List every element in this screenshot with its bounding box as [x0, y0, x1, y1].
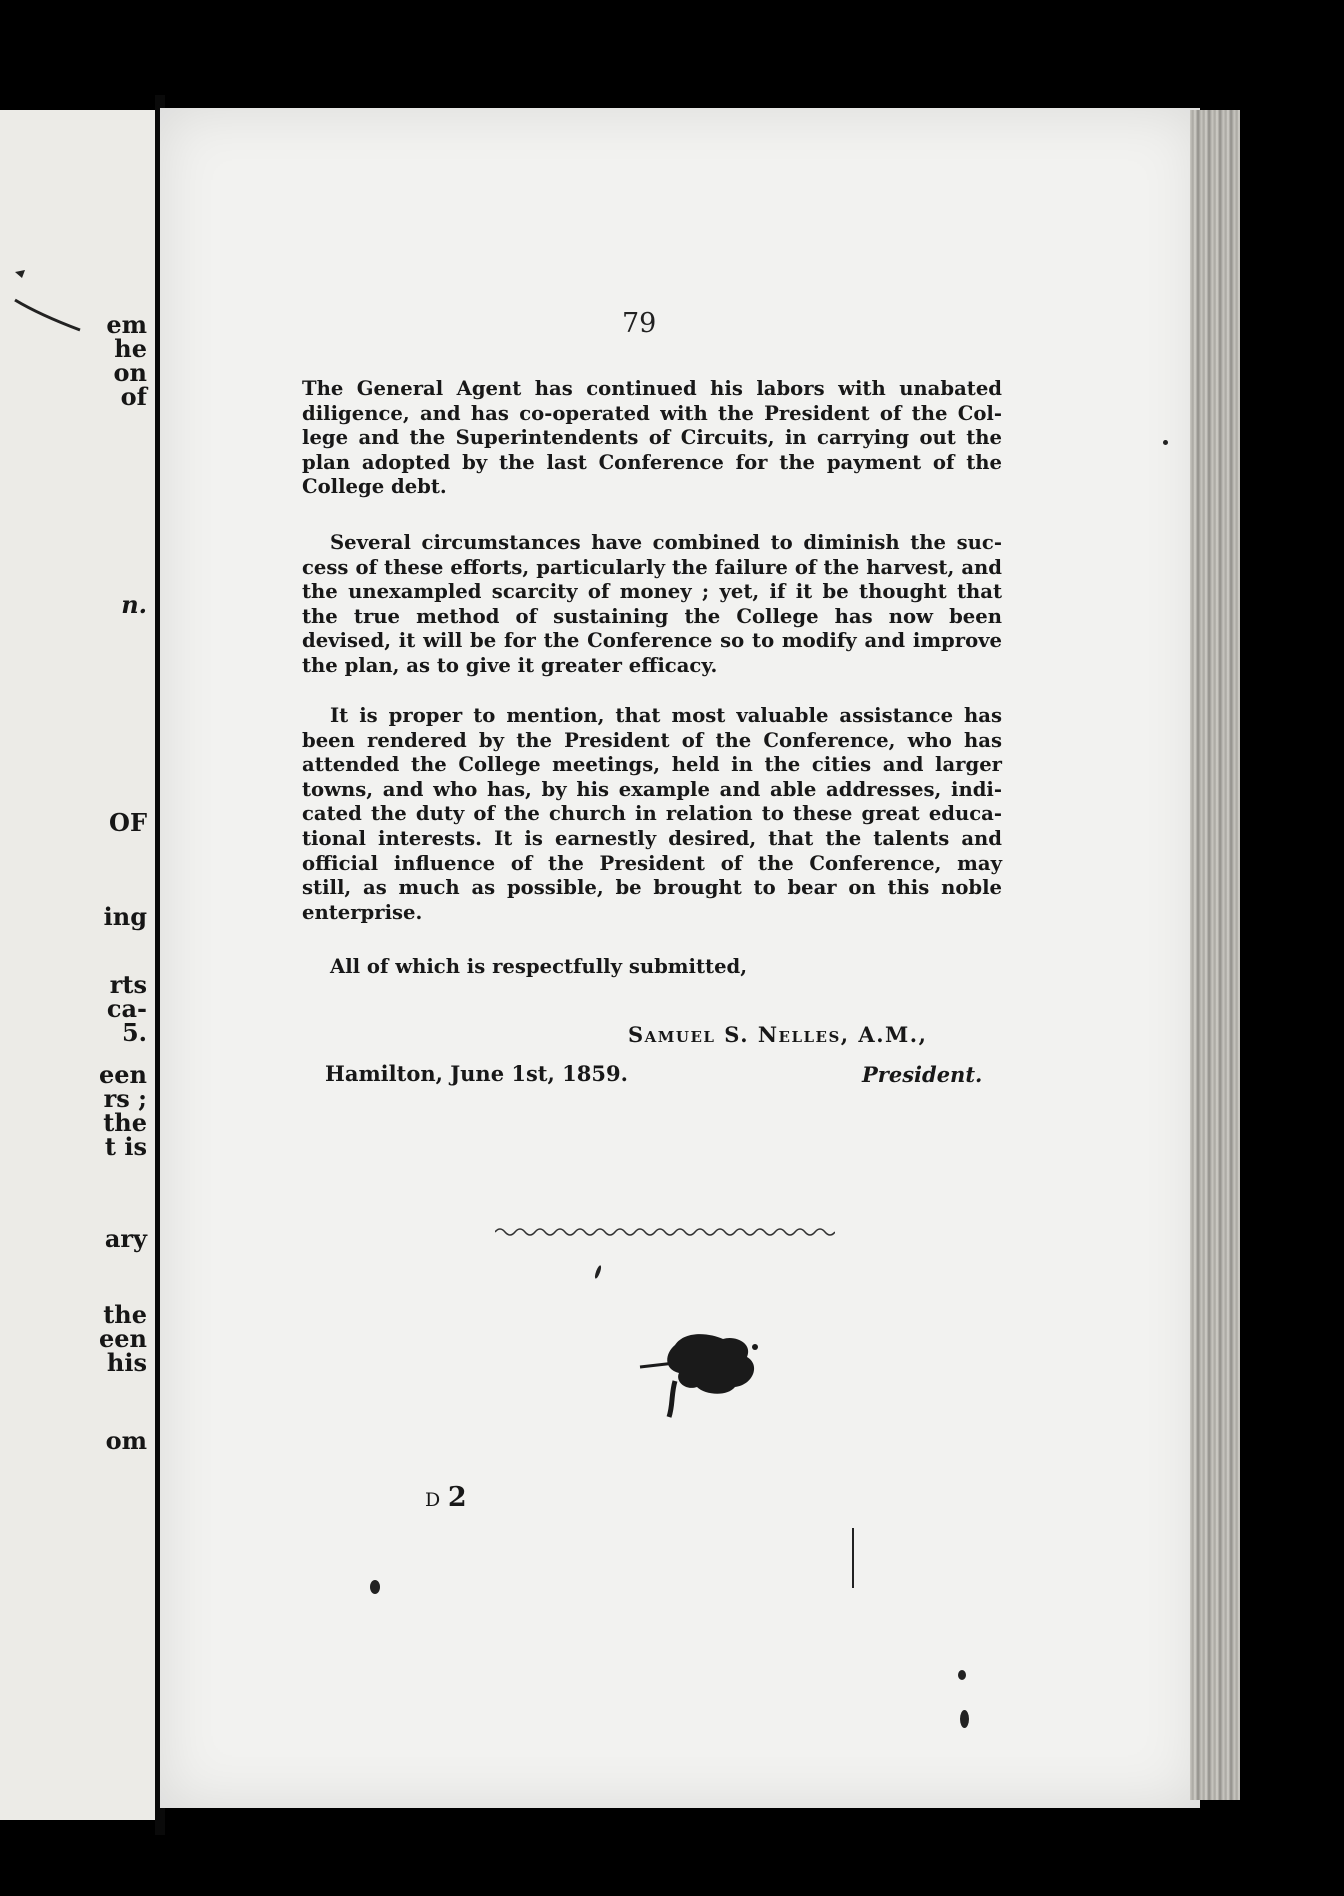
left-page-fragment: the — [103, 1108, 147, 1137]
left-page-fragment: ing — [103, 902, 147, 931]
text-line: enterprise. — [302, 900, 423, 924]
signature-mark-letter: D — [425, 1489, 441, 1511]
left-page-fragment: em — [106, 310, 147, 339]
left-page-fragment: on — [113, 358, 147, 387]
place-date: Hamilton, June 1st, 1859. — [325, 1061, 628, 1086]
ink-speck — [960, 1710, 969, 1728]
wavy-rule-divider — [495, 1225, 835, 1239]
left-page-fragment: ca- — [106, 994, 147, 1023]
left-page-fragment: t is — [104, 1132, 147, 1161]
text-line: cated the duty of the church in relation to these great educa- — [302, 802, 1002, 826]
paragraph-submitted — [330, 955, 747, 980]
left-page-fragment: een — [99, 1324, 147, 1353]
signature-mark — [425, 1482, 467, 1513]
left-page-fragment: he — [114, 334, 147, 363]
ink-speck — [1163, 440, 1168, 445]
left-page-fragment: n. — [121, 590, 147, 619]
text-line: devised, it will be for the Conference so to modify and improve — [302, 629, 1002, 653]
text-line: Several circumstances have combined to diminish the suc- — [330, 531, 1002, 554]
left-page-fragment: his — [106, 1348, 147, 1377]
left-page-fragment: rs ; — [103, 1084, 147, 1113]
text-line: College debt. — [302, 475, 447, 499]
text-line: the plan, as to give it greater efficacy. — [302, 653, 718, 677]
left-page-fragment: ary — [104, 1224, 147, 1253]
left-page-fragment: een — [99, 1060, 147, 1089]
left-page-fragment: the — [103, 1300, 147, 1329]
text-line: The General Agent has continued his labors with unabated — [302, 377, 1002, 400]
text-line: attended the College meetings, held in the cities and larger — [302, 753, 1002, 777]
text-line: tional interests. It is earnestly desired, that the talents and — [302, 826, 1002, 850]
text-line: the unexampled scarcity of money ; yet, if it be thought that — [302, 580, 1002, 604]
page-number: 79 — [622, 308, 657, 339]
text-line: towns, and who has, by his example and able addresses, indi- — [302, 777, 1002, 801]
left-page-fragment: 5. — [121, 1018, 147, 1047]
text-line: All of which is respectfully submitted, — [330, 955, 748, 978]
page-edge — [1190, 110, 1240, 1800]
left-facing-page — [0, 110, 158, 1820]
stray-ink-line — [852, 1528, 854, 1588]
ink-speck — [370, 1580, 380, 1594]
ink-blot — [635, 1325, 770, 1420]
signature-name: Samuel S. Nelles, A.M., — [628, 1022, 928, 1047]
paragraph-agent-labors — [302, 377, 1002, 500]
pen-stroke-mark — [10, 260, 90, 340]
text-line: still, as much as possible, be brought to bear on this noble — [302, 876, 1002, 900]
text-line: official influence of the President of the Conference, may — [302, 851, 1002, 875]
left-page-fragment: OF — [109, 808, 147, 837]
text-line: It is proper to mention, that most valuable assistance has — [330, 704, 1002, 727]
ink-speck — [958, 1670, 966, 1680]
paragraph-assistance — [302, 704, 1002, 925]
signature-title: President. — [862, 1062, 983, 1087]
text-line: lege and the Superintendents of Circuits, in carrying out the — [302, 426, 1002, 450]
paragraph-circumstances — [302, 531, 1002, 679]
left-page-fragment: rts — [109, 970, 147, 999]
left-page-fragment: of — [120, 382, 147, 411]
text-line: plan adopted by the last Conference for the payment of the — [302, 450, 1002, 474]
signature-mark-number: 2 — [447, 1482, 467, 1513]
text-line: the true method of sustaining the College has now been — [302, 604, 1002, 628]
text-line: cess of these efforts, particularly the failure of the harvest, and — [302, 555, 1002, 579]
left-page-fragment: om — [105, 1426, 147, 1455]
text-line: been rendered by the President of the Conference, who has — [302, 728, 1002, 752]
text-line: diligence, and has co-operated with the President of the Col- — [302, 401, 1002, 425]
